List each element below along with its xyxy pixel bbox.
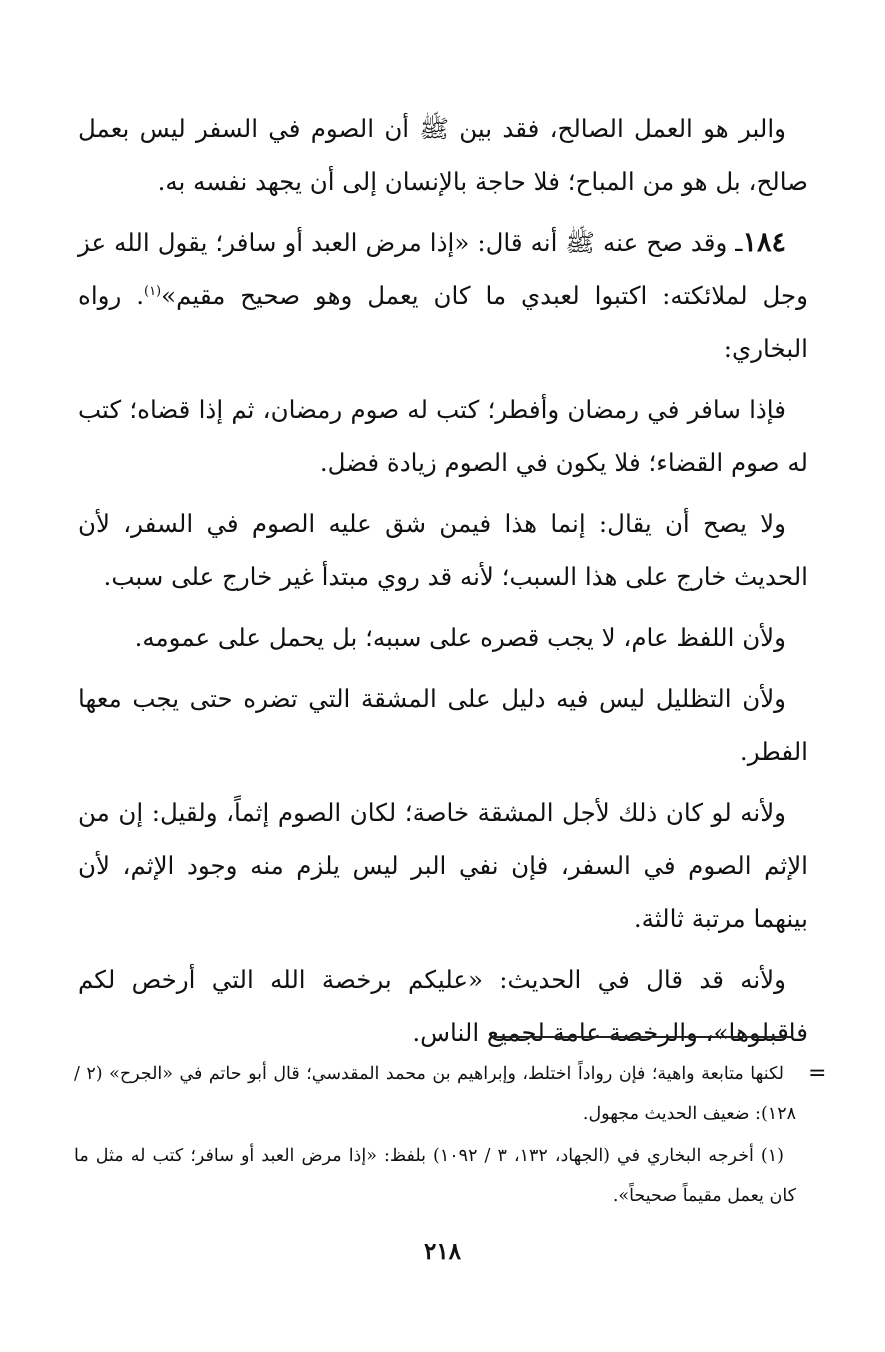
footnote-continued — [74, 1054, 796, 1134]
paragraph-text: والبر هو العمل الصالح، فقد بين ﷺ أن الصوم في السفر ليس بعمل صالح، بل هو من المباح؛ فلا حاجة بالإنسان إلى أن يجهد نفسه به. — [78, 114, 808, 196]
footnote-continuation-mark: = — [808, 1061, 827, 1086]
paragraph-4 — [78, 497, 808, 603]
paragraph-text: ولأن اللفظ عام، لا يجب قصره على سببه؛ بل يحمل على عمومه. — [134, 623, 786, 652]
paragraph-text: ـ وقد صح عنه ﷺ أنه قال: «إذا مرض العبد أو سافر؛ يقول الله عز وجل لملائكته: اكتبوا لعبدي ما كان يعمل وهو صحيح مقيم» — [78, 228, 808, 310]
paragraph-5 — [78, 611, 808, 664]
paragraph-text: ولا يصح أن يقال: إنما هذا فيمن شق عليه الصوم في السفر، لأن الحديث خارج على هذا السبب؛ لأنه قد روي مبتدأ غير خارج على سبب. — [78, 509, 808, 591]
footnotes-section — [74, 1054, 796, 1218]
paragraph-1 — [78, 102, 808, 208]
paragraph-text: ولأنه لو كان ذلك لأجل المشقة خاصة؛ لكان الصوم إثماً، ولقيل: إن من الإثم الصوم في السفر، فإن نفي البر ليس يلزم منه وجود الإثم، لأن بينهما مرتبة ثالثة. — [78, 798, 808, 933]
footnote-divider — [493, 1036, 793, 1038]
paragraph-7 — [78, 786, 808, 945]
page-number: ٢١٨ — [423, 1238, 462, 1265]
paragraph-2-numbered — [78, 216, 808, 375]
paragraph-text: ولأن التظليل ليس فيه دليل على المشقة التي تضره حتى يجب معها الفطر. — [78, 684, 808, 766]
section-number: ١٨٤ — [742, 227, 786, 258]
footnote-1 — [74, 1136, 796, 1216]
paragraph-text: ولأنه قد قال في الحديث: «عليكم برخصة الله التي أرخص لكم فاقبلوها»، والرخصة عامة لجميع الناس. — [78, 965, 808, 1047]
paragraph-6 — [78, 672, 808, 778]
paragraph-tail: . رواه البخاري: — [78, 281, 808, 363]
footnote-text: لكنها متابعة واهية؛ فإن رواداً اختلط، وإبراهيم بن محمد المقدسي؛ قال أبو حاتم في «الجرح» (٢ / ١٢٨): ضعيف الحديث مجهول. — [74, 1064, 796, 1124]
footnote-text: (١) أخرجه البخاري في (الجهاد، ١٣٢، ٣ / ١٠٩٢) بلفظ: «إذا مرض العبد أو سافر؛ كتب له مثل ما كان يعمل مقيماً صحيحاً». — [74, 1146, 796, 1206]
paragraph-text: فإذا سافر في رمضان وأفطر؛ كتب له صوم رمضان، ثم إذا قضاه؛ كتب له صوم القضاء؛ فلا يكون في الصوم زيادة فضل. — [78, 395, 808, 477]
paragraph-8 — [78, 953, 808, 1059]
paragraph-3 — [78, 383, 808, 489]
footnote-reference[interactable]: (١) — [143, 283, 162, 299]
main-text — [78, 102, 808, 1067]
